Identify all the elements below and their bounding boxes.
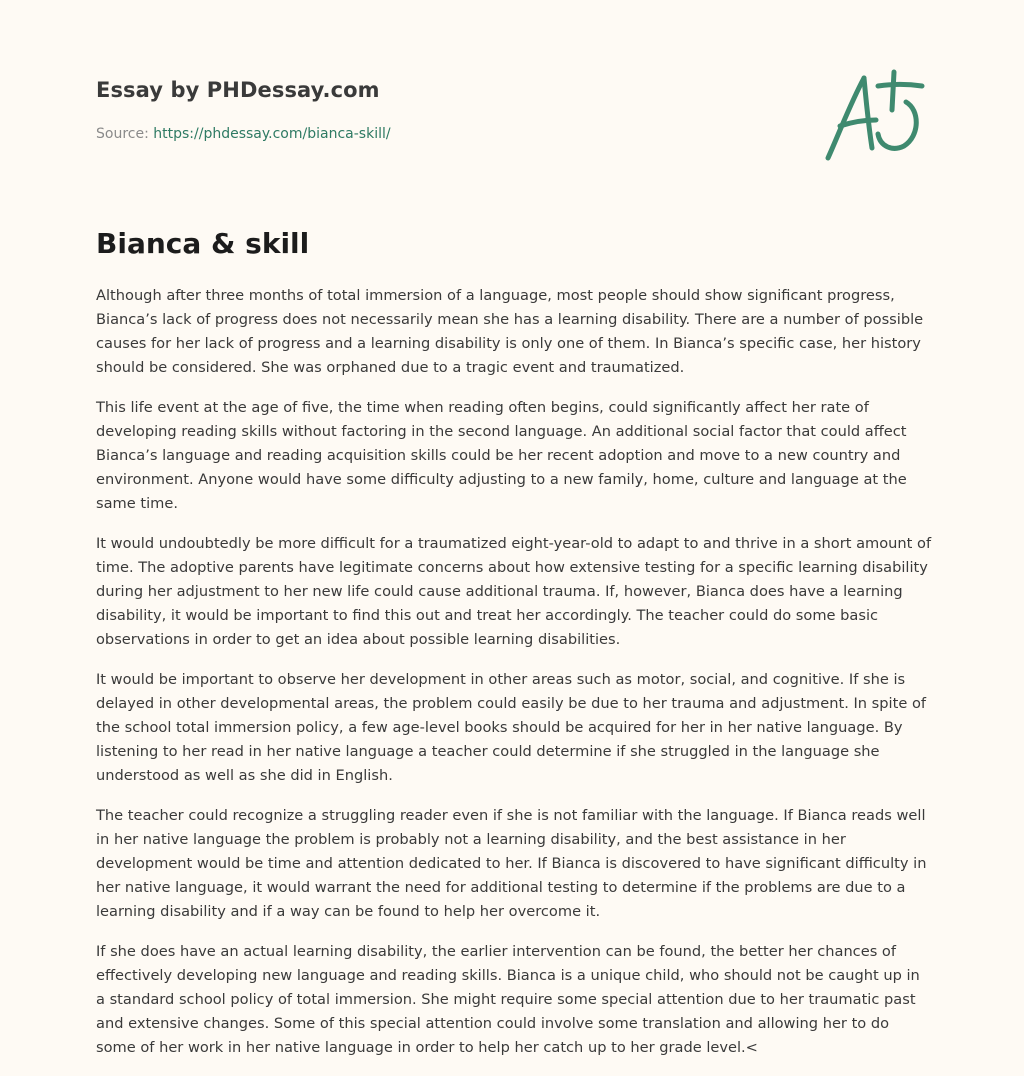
essay-paragraph: Although after three months of total immersion of a language, most people should show significant progress, Bianca’s lack of progress does not necessarily mean she has a learning disability. There are a number of possible causes for her lack of progress and a learning disability is only one of them. In Bianca’s specific case, her history should be considered. She was orphaned due to a tragic event and traumatized.: [96, 287, 924, 376]
source-link[interactable]: https://phdessay.com/bianca-skill/: [153, 126, 391, 142]
site-brand: Essay by PHDessay.com: [96, 78, 380, 102]
essay-body: [96, 284, 932, 1076]
page-header: [96, 74, 696, 144]
page-title: Bianca & skill: [96, 227, 310, 260]
essay-paragraph: It would be important to observe her development in other areas such as motor, social, and cognitive. If she is delayed in other developmental areas, the problem could easily be due to her trauma and adjustment. In spite of the school total immersion policy, a few age-level books should be acquired for her in her native language. By listening to her read in her native language a teacher could determine if she struggled in the language she understood as well as she did in English.: [96, 671, 927, 784]
essay-paragraph: If she does have an actual learning disability, the earlier intervention can be found, the better her chances of effectively developing new language and reading skills. Bianca is a unique child, who should not be caught up in a standard school policy of total immersion. She might require some special attention due to her traumatic past and extensive changes. Some of this special attention could involve some translation and allowing her to do some of her work in her native language in order to help her catch up to her grade level.<: [96, 943, 920, 1056]
essay-paragraph: It would undoubtedly be more difficult for a traumatized eight-year-old to adapt to and thrive in a short amount of time. The adoptive parents have legitimate concerns about how extensive testing for a specific learning disability during her adjustment to her new life could cause additional trauma. If, however, Bianca does have a learning disability, it would be important to find this out and treat her accordingly. The teacher could do some basic observations in order to get an idea about possible learning disabilities.: [96, 535, 932, 648]
source-label: Source:: [96, 126, 149, 142]
source-line: [96, 124, 696, 144]
essay-paragraph: This life event at the age of five, the time when reading often begins, could significantly affect her rate of developing reading skills without factoring in the second language. An additional social factor that could affect Bianca’s language and reading acquisition skills could be her recent adoption and move to a new country and environment. Anyone would have some difficulty adjusting to a new family, home, culture and language at the same time.: [96, 399, 907, 512]
essay-paragraph: The teacher could recognize a struggling reader even if she is not familiar with the language. If Bianca reads well in her native language the problem is probably not a learning disability, and the best assistance in her development would be time and attention dedicated to her. If Bianca is discovered to have significant difficulty in her native language, it would warrant the need for additional testing to determine if the problems are due to a learning disability and if a way can be found to help her overcome it.: [96, 807, 927, 920]
a-plus-logo-icon: [820, 66, 930, 166]
